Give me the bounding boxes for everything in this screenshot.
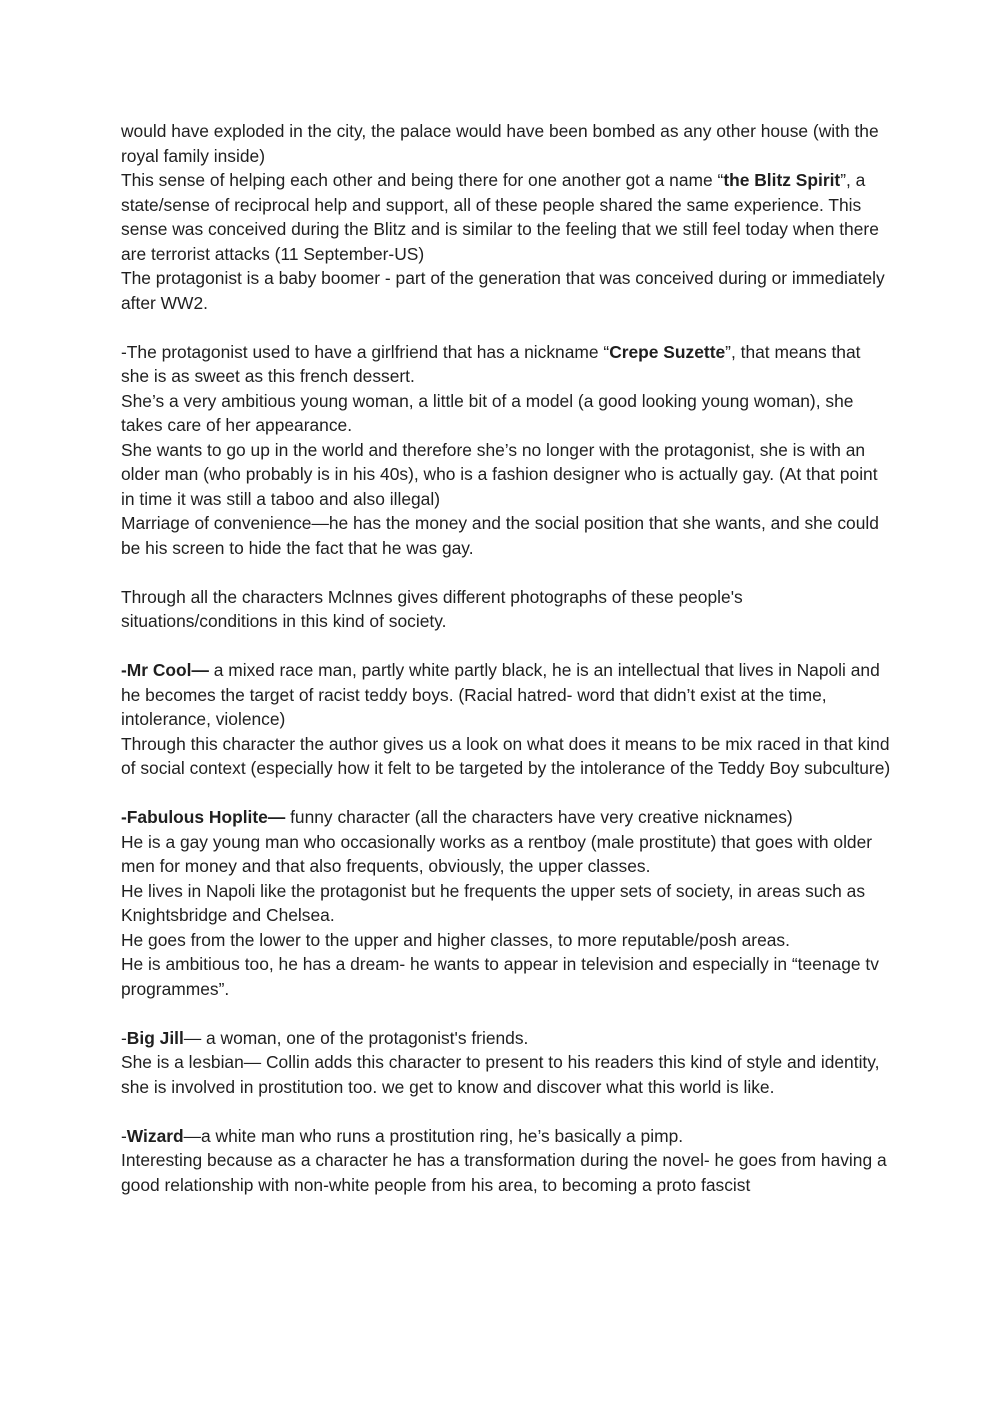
paragraph-text: -	[121, 1027, 127, 1048]
character-name: -Fabulous Hoplite—	[121, 807, 286, 827]
paragraph-text: Through this character the author gives us a look on what does it means to be mix raced in that kind of social context (especially how it felt to be targeted by the intolerance of the Teddy Boy subculture)	[121, 733, 891, 778]
paragraph-text: Through all the characters Mclnnes gives different photographs of these people's situations/conditions in this kind of society.	[121, 586, 743, 631]
paragraph-gap	[121, 634, 891, 659]
document-page	[121, 119, 891, 1197]
paragraph	[121, 119, 891, 168]
paragraph	[121, 168, 891, 266]
paragraph	[121, 805, 891, 830]
paragraph-text: He is a gay young man who occasionally works as a rentboy (male prostitute) that goes with older men for money and that also frequents, obviously, the upper classes.	[121, 831, 873, 876]
paragraph-text: This sense of helping each other and being there for one another got a name “	[121, 170, 724, 190]
paragraph-text: He is ambitious too, he has a dream- he wants to appear in television and especially in “teenage tv programmes”.	[121, 954, 879, 999]
paragraph	[121, 1026, 891, 1051]
paragraph	[121, 340, 891, 389]
paragraph-text: -The protagonist used to have a girlfriend that has a nickname “	[121, 341, 610, 362]
paragraph	[121, 1050, 891, 1099]
paragraph-text: —a white man who runs a prostitution ring, he’s basically a pimp.	[183, 1125, 684, 1146]
paragraph-gap	[121, 1001, 891, 1026]
paragraph	[121, 830, 891, 879]
paragraph-text: ”, that means that she is as sweet as this french dessert.	[121, 341, 861, 386]
paragraph-gap	[121, 560, 891, 585]
bold-term: Crepe Suzette	[609, 341, 726, 362]
paragraph-text: ”, a state/sense of reciprocal help and support, all of these people shared the same experience. This sense was conceived during the Blitz and is similar to the feeling that we still feel today when there are terrorist attacks (11 September-US)	[121, 170, 879, 264]
paragraph-text: a mixed race man, partly white partly black, he is an intellectual that lives in Napoli and he becomes the target of racist teddy boys. (Racial hatred- word that didn’t exist at the time, intolerance, violence)	[121, 660, 880, 729]
character-name: -Mr Cool—	[121, 660, 209, 680]
paragraph	[121, 952, 891, 1001]
paragraph-text: He goes from the lower to the upper and higher classes, to more reputable/posh areas.	[121, 929, 790, 950]
paragraph-text: would have exploded in the city, the palace would have been bombed as any other house (with the royal family inside)	[121, 121, 879, 166]
paragraph-text: funny character (all the characters have very creative nicknames)	[285, 807, 793, 827]
paragraph-text: He lives in Napoli like the protagonist but he frequents the upper sets of society, in areas such as Knightsbridge and Chelsea.	[121, 880, 866, 925]
paragraph-text: The protagonist is a baby boomer - part of the generation that was conceived during or immediately after WW2.	[121, 268, 885, 313]
paragraph-gap	[121, 315, 891, 340]
paragraph	[121, 732, 891, 781]
paragraph-text: — a woman, one of the protagonist's friends.	[183, 1027, 529, 1048]
paragraph-text: Interesting because as a character he has a transformation during the novel- he goes from having a good relationship with non-white people from his area, to becoming a proto fascist	[121, 1150, 887, 1195]
character-name: Wizard	[126, 1125, 184, 1146]
paragraph-text: Marriage of convenience—he has the money and the social position that she wants, and she could be his screen to hide the fact that he was gay.	[121, 513, 879, 558]
bold-term: the Blitz Spirit	[723, 170, 841, 190]
paragraph-text: She is a lesbian— Collin adds this character to present to his readers this kind of style and identity, she is involved in prostitution too. we get to know and discover what this world is like.	[121, 1052, 880, 1097]
paragraph-text: She’s a very ambitious young woman, a little bit of a model (a good looking young woman), she takes care of her appearance.	[121, 390, 854, 435]
character-name: Big Jill	[126, 1027, 184, 1048]
paragraph	[121, 266, 891, 315]
paragraph	[121, 1148, 891, 1197]
paragraph	[121, 585, 891, 634]
paragraph-gap	[121, 1099, 891, 1124]
paragraph	[121, 879, 891, 928]
paragraph-text: -	[121, 1125, 127, 1146]
paragraph-gap	[121, 781, 891, 806]
paragraph	[121, 1124, 891, 1149]
paragraph-text: She wants to go up in the world and therefore she’s no longer with the protagonist, she is with an older man (who probably is in his 40s), who is a fashion designer who is actually gay. (At that point in time it was still a taboo and also illegal)	[121, 439, 878, 509]
paragraph	[121, 438, 891, 512]
paragraph	[121, 511, 891, 560]
paragraph	[121, 928, 891, 953]
paragraph	[121, 658, 891, 732]
paragraph	[121, 389, 891, 438]
